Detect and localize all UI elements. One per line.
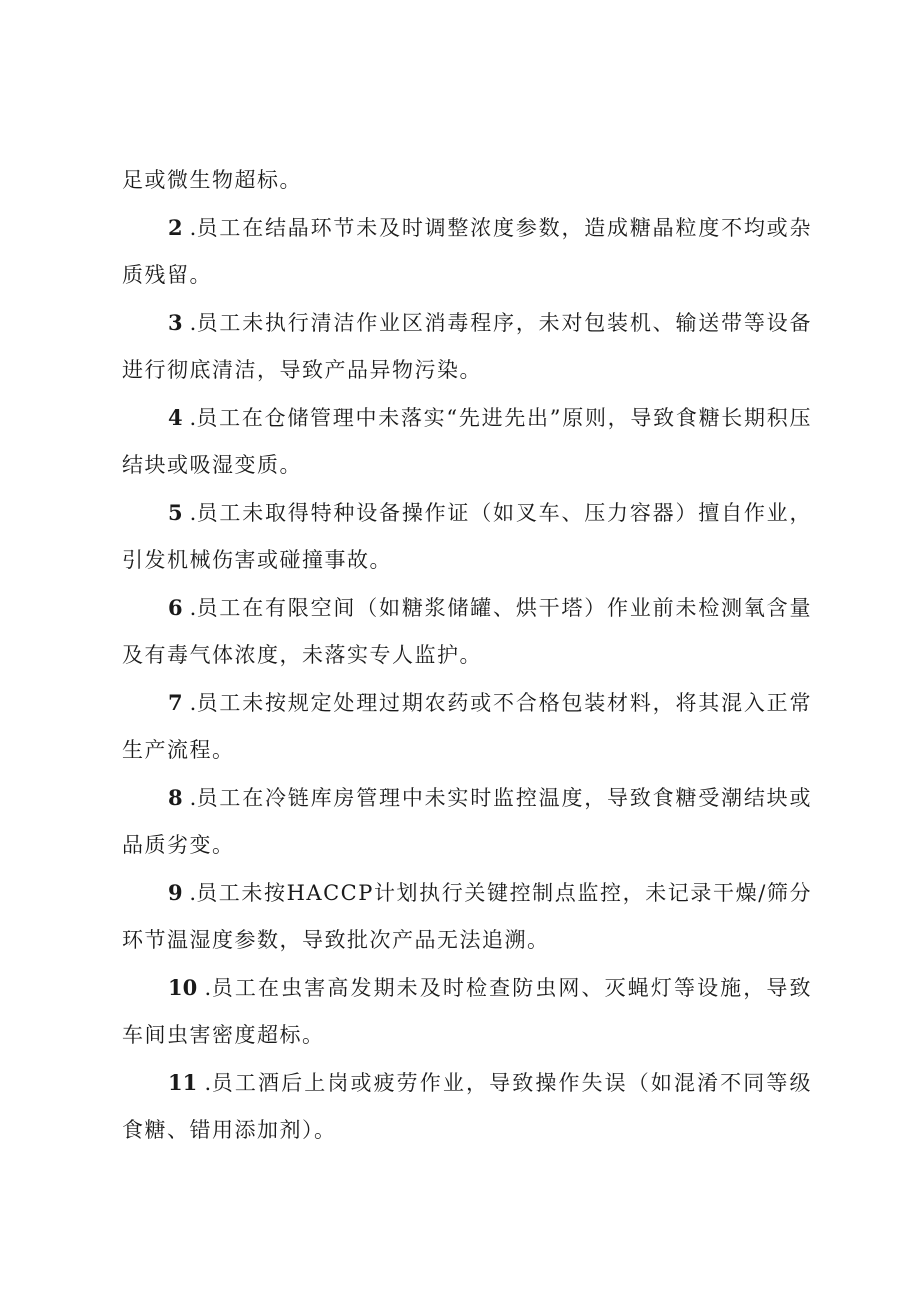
item-number: 6 (168, 595, 183, 620)
item-text: 员工在冷链库房管理中未实时监控温度，导致食糖受潮结块或品质劣变。 (122, 786, 812, 857)
item-text: 员工在结晶环节未及时调整浓度参数，造成糖晶粒度不均或杂质残留。 (122, 216, 812, 287)
list-item: 5 .员工未取得特种设备操作证（如叉车、压力容器）擅自作业，引发机械伤害或碰撞事故。 (122, 500, 812, 572)
list-item: 4 .员工在仓储管理中未落实“先进先出”原则，导致食糖长期积压结块或吸湿变质。 (122, 405, 812, 477)
list-item: 10 .员工在虫害高发期未及时检查防虫网、灭蝇灯等设施，导致车间虫害密度超标。 (122, 975, 812, 1047)
item-number: 5 (168, 500, 183, 525)
item-text: 员工酒后上岗或疲劳作业，导致操作失误（如混淆不同等级食糖、错用添加剂）。 (122, 1071, 812, 1142)
item-number: 10 (168, 975, 198, 1000)
item-number: 2 (168, 215, 183, 240)
list-item: 3 .员工未执行清洁作业区消毒程序，未对包装机、输送带等设备进行彻底清洁，导致产品异物污染。 (122, 310, 812, 382)
item-number: 7 (168, 690, 183, 715)
document-body (122, 157, 812, 1154)
item-number: 9 (168, 880, 183, 905)
list-item: 9 .员工未按HACCP计划执行关键控制点监控，未记录干燥/筛分环节温湿度参数，导致批次产品无法追溯。 (122, 880, 812, 952)
continuation-paragraph: 足或微生物超标。 (122, 168, 302, 192)
item-text: 员工在有限空间（如糖浆储罐、烘干塔）作业前未检测氧含量及有毒气体浓度，未落实专人监护。 (122, 596, 812, 667)
item-number: 4 (168, 405, 183, 430)
item-number: 8 (168, 785, 183, 810)
list-item: 6 .员工在有限空间（如糖浆储罐、烘干塔）作业前未检测氧含量及有毒气体浓度，未落实专人监护。 (122, 595, 812, 667)
item-number: 11 (168, 1070, 198, 1095)
item-number: 3 (168, 310, 183, 335)
list-item: 2 .员工在结晶环节未及时调整浓度参数，造成糖晶粒度不均或杂质残留。 (122, 215, 812, 287)
item-text: 员工在虫害高发期未及时检查防虫网、灭蝇灯等设施，导致车间虫害密度超标。 (122, 976, 812, 1047)
item-text: 员工未按规定处理过期农药或不合格包装材料，将其混入正常生产流程。 (122, 691, 812, 762)
item-text: 员工在仓储管理中未落实“先进先出”原则，导致食糖长期积压结块或吸湿变质。 (122, 406, 812, 477)
item-text: 员工未执行清洁作业区消毒程序，未对包装机、输送带等设备进行彻底清洁，导致产品异物污染。 (122, 311, 812, 382)
list-item: 8 .员工在冷链库房管理中未实时监控温度，导致食糖受潮结块或品质劣变。 (122, 785, 812, 857)
item-text: 员工未按HACCP计划执行关键控制点监控，未记录干燥/筛分环节温湿度参数，导致批次产品无法追溯。 (122, 881, 812, 952)
item-text: 员工未取得特种设备操作证（如叉车、压力容器）擅自作业，引发机械伤害或碰撞事故。 (122, 501, 812, 572)
list-item: 7 .员工未按规定处理过期农药或不合格包装材料，将其混入正常生产流程。 (122, 690, 812, 762)
list-item: 11 .员工酒后上岗或疲劳作业，导致操作失误（如混淆不同等级食糖、错用添加剂）。 (122, 1070, 812, 1142)
